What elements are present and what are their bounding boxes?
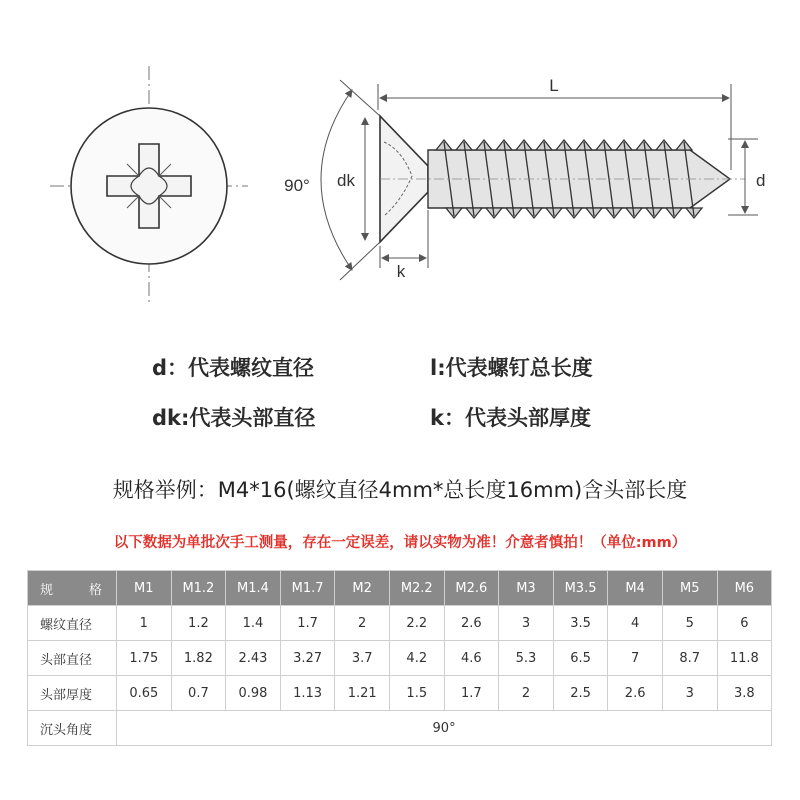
header-label-b: 格 (88, 582, 102, 598)
size-header: M5 (662, 571, 717, 606)
table-cell: 1.7 (280, 606, 335, 641)
table-cell: 5.3 (499, 641, 554, 676)
table-cell: 2.6 (444, 606, 499, 641)
row-label: 螺纹直径 (28, 606, 117, 641)
label-k: k (396, 262, 406, 281)
row-label: 头部直径 (28, 641, 117, 676)
row-label: 沉头角度 (28, 711, 117, 746)
size-header: M1.4 (226, 571, 281, 606)
table-cell: 7 (608, 641, 663, 676)
label-dk: dk (337, 171, 355, 190)
head-top-view (50, 66, 248, 304)
table-cell: 4.2 (389, 641, 444, 676)
label-angle: 90° (284, 176, 310, 195)
table-cell: 11.8 (717, 641, 772, 676)
measurement-notice: 以下数据为单批次手工测量，存在一定误差，请以实物为准！介意者慎拍！（单位:mm） (113, 535, 687, 551)
size-header: M2 (335, 571, 390, 606)
table-cell: 2 (335, 606, 390, 641)
table-cell: 4 (608, 606, 663, 641)
label-d: d (756, 171, 766, 190)
size-header: M1 (117, 571, 172, 606)
table-cell: 2.43 (226, 641, 281, 676)
size-header: M2.2 (389, 571, 444, 606)
table-cell: 3.7 (335, 641, 390, 676)
size-header: M3 (499, 571, 554, 606)
size-header: M6 (717, 571, 772, 606)
spec-example: 规格举例：M4*16(螺纹直径4mm*总长度16mm)含头部长度 (112, 478, 688, 502)
table-cell: 5 (662, 606, 717, 641)
table-cell: 3.8 (717, 676, 772, 711)
table-cell: 1.2 (171, 606, 226, 641)
table-cell: 2.2 (389, 606, 444, 641)
table-cell: 1 (117, 606, 172, 641)
label-L: L (549, 76, 559, 95)
table-row-angle (28, 711, 772, 746)
size-header: M3.5 (553, 571, 608, 606)
table-cell: 6 (717, 606, 772, 641)
legend-dk: dk:代表头部直径 (152, 406, 316, 430)
header-label-a: 规 (40, 582, 54, 598)
table-cell: 1.75 (117, 641, 172, 676)
table-cell: 2 (499, 676, 554, 711)
table-cell: 3.27 (280, 641, 335, 676)
table-cell: 4.6 (444, 641, 499, 676)
size-header: M1.2 (171, 571, 226, 606)
table-cell: 1.82 (171, 641, 226, 676)
size-header: M4 (608, 571, 663, 606)
table-cell: 1.5 (389, 676, 444, 711)
table-cell: 1.21 (335, 676, 390, 711)
table-cell: 1.4 (226, 606, 281, 641)
row-label: 头部厚度 (28, 676, 117, 711)
legend-k: k：代表头部厚度 (430, 406, 591, 430)
table-cell: 3 (662, 676, 717, 711)
size-header: M2.6 (444, 571, 499, 606)
header-label (28, 571, 117, 606)
table-header-row (28, 571, 772, 606)
table-cell: 0.7 (171, 676, 226, 711)
table-cell: 0.98 (226, 676, 281, 711)
table-cell: 2.5 (553, 676, 608, 711)
table-row (28, 641, 772, 676)
size-header: M1.7 (280, 571, 335, 606)
table-cell: 3 (499, 606, 554, 641)
table-cell: 3.5 (553, 606, 608, 641)
table-row (28, 676, 772, 711)
screw-side-view (380, 116, 745, 242)
spec-table (27, 570, 772, 746)
table-cell: 1.7 (444, 676, 499, 711)
table-cell: 0.65 (117, 676, 172, 711)
screw-diagram (0, 0, 800, 330)
legend-l: l:代表螺钉总长度 (430, 356, 593, 380)
table-cell: 2.6 (608, 676, 663, 711)
angle-value-cell: 90° (117, 711, 772, 746)
table-cell: 6.5 (553, 641, 608, 676)
table-cell: 1.13 (280, 676, 335, 711)
table-row (28, 606, 772, 641)
table-cell: 8.7 (662, 641, 717, 676)
legend-d: d：代表螺纹直径 (152, 356, 315, 380)
